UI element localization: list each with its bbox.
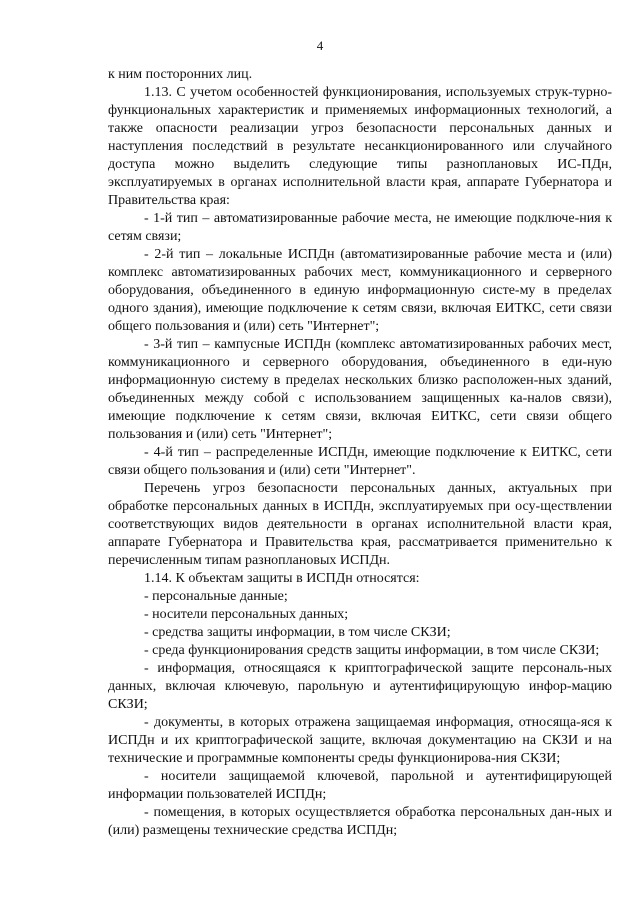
document-body bbox=[108, 66, 612, 840]
paragraph-threat-list: Перечень угроз безопасности персональных данных, актуальных при обработке персональных данных в ИСПДн, эксплуатируемых при осу-ществлении соответствующих видов деятельности в органах исполнительной власти края, аппарате Губернатора и Правительства края, рассматривается применительно к перечисленным типам разноплановых ИСПДн. bbox=[108, 481, 612, 568]
paragraph-section-1-13: 1.13. С учетом особенностей функционирования, используемых струк-турно-функциональных характеристик и применяемых информационных технологий, а также опасности реализации угроз безопасности персональных данных и наступления последствий в результате несанкционированного или случайного доступа можно выделить следующие типы разноплановых ИС-ПДн, эксплуатируемых в органах исполнительной власти края, аппарате Губернатора и Правительства края: bbox=[108, 85, 612, 208]
paragraph-type-4: - 4-й тип – распределенные ИСПДн, имеющие подключение к ЕИТКС, сети связи общего пользования и (или) сети "Интернет". bbox=[108, 445, 612, 478]
list-item-operating-environment: - среда функционирования средств защиты информации, в том числе СКЗИ; bbox=[144, 643, 600, 658]
list-item-personal-data: - персональные данные; bbox=[144, 589, 288, 604]
list-item-protection-tools: - средства защиты информации, в том числе СКЗИ; bbox=[144, 625, 451, 640]
paragraph-type-2: - 2-й тип – локальные ИСПДн (автоматизированные рабочие места и (или) комплекс автоматизированных рабочих мест, коммуникационного и серверного оборудования, объединенного в единую информационную систе-му в пределах одного здания), имеющие подключение к сетям связи, включая ЕИТКС, сети связи общего пользования и (или) сеть "Интернет"; bbox=[108, 247, 612, 334]
list-item-data-carriers: - носители персональных данных; bbox=[144, 607, 349, 622]
list-item-premises: - помещения, в которых осуществляется обработка персональных дан-ных и (или) размещены технические средства ИСПДн; bbox=[108, 805, 612, 838]
page-number: 4 bbox=[316, 38, 324, 53]
list-item-key-carriers: - носители защищаемой ключевой, парольной и аутентифицирующей информации пользователей ИСПДн; bbox=[108, 769, 612, 802]
paragraph-section-1-14: 1.14. К объектам защиты в ИСПДн относятся: bbox=[144, 571, 420, 586]
paragraph-type-1: - 1-й тип – автоматизированные рабочие места, не имеющие подключе-ния к сетям связи; bbox=[108, 211, 612, 244]
list-item-crypto-information: - информация, относящаяся к криптографической защите персональ-ных данных, включая ключевую, парольную и аутентифицирующую инфор-мацию СКЗИ; bbox=[108, 661, 612, 712]
list-item-documents: - документы, в которых отражена защищаемая информация, относяща-яся к ИСПДн и их криптографической защите, включая документацию на СКЗИ и на технические и программные компоненты среды функционирова-ния СКЗИ; bbox=[108, 715, 612, 766]
paragraph-continuation: к ним посторонних лиц. bbox=[108, 67, 253, 82]
paragraph-type-3: - 3-й тип – кампусные ИСПДн (комплекс автоматизированных рабочих мест, коммуникационного и серверного оборудования, объединенного в еди-ную информационную систему в пределах нескольких близко расположен-ных зданий, объединенных между собой с использованием защищенных ка-налов связи), имеющие подключение к сетям связи, включая ЕИТКС, сети связи общего пользования и (или) сеть "Интернет"; bbox=[108, 337, 612, 442]
